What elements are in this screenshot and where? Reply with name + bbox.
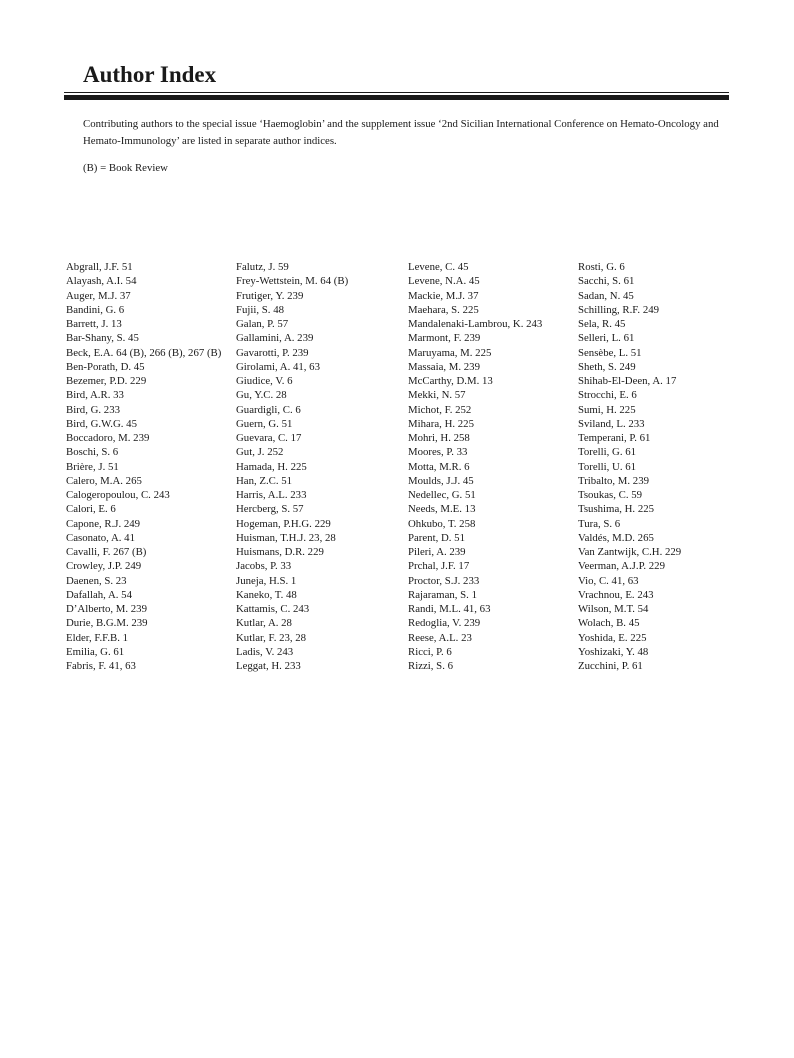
author-entry: Schilling, R.F. 249 bbox=[578, 303, 660, 316]
author-entry: Nedellec, G. 51 bbox=[408, 489, 476, 501]
author-entry: Fabris, F. 41, 63 bbox=[66, 660, 136, 672]
author-entry: Van Zantwijk, C.H. 229 bbox=[578, 546, 682, 558]
author-entry: Tsushima, H. 225 bbox=[578, 503, 655, 516]
author-entry: Sensèbe, L. 51 bbox=[578, 346, 642, 359]
author-column-4 bbox=[578, 260, 753, 673]
author-entry: McCarthy, D.M. 13 bbox=[408, 375, 493, 387]
author-entry: Harris, A.L. 233 bbox=[236, 489, 307, 501]
author-entry: Maruyama, M. 225 bbox=[408, 346, 492, 359]
author-entry: Levene, C. 45 bbox=[408, 261, 469, 273]
author-entry: Sadan, N. 45 bbox=[578, 289, 634, 302]
author-entry: Moulds, J.J. 45 bbox=[408, 474, 474, 487]
author-entry: Massaia, M. 239 bbox=[408, 360, 480, 373]
author-entry: Hamada, H. 225 bbox=[236, 460, 307, 473]
author-entry: Sela, R. 45 bbox=[578, 318, 626, 330]
author-entry: Ricci, P. 6 bbox=[408, 645, 452, 658]
author-entry: Guevara, C. 17 bbox=[236, 432, 302, 444]
author-entry: Wolach, B. 45 bbox=[578, 617, 640, 630]
intro-paragraph: Contributing authors to the special issue ‘Haemoglobin’ and the supplement issue ‘2nd Sicilian International Conference on Hemato-Oncology and Hemato-Immunology’ are listed in separate author indices. bbox=[83, 118, 719, 147]
author-entry: Needs, M.E. 13 bbox=[408, 503, 476, 516]
author-entry: Beck, E.A. 64 (B), 266 (B), 267 (B) bbox=[66, 346, 222, 359]
author-entry: Huisman, T.H.J. 23, 28 bbox=[236, 531, 336, 544]
author-entry: Maehara, S. 225 bbox=[408, 303, 479, 316]
author-entry: Temperani, P. 61 bbox=[578, 432, 651, 444]
author-entry: Sumi, H. 225 bbox=[578, 403, 636, 416]
author-entry: Shihab-El-Deen, A. 17 bbox=[578, 375, 677, 387]
author-entry: Boccadoro, M. 239 bbox=[66, 432, 150, 444]
author-entry: Motta, M.R. 6 bbox=[408, 460, 470, 473]
author-entry: Ben-Porath, D. 45 bbox=[66, 360, 145, 373]
author-entry: Zucchini, P. 61 bbox=[578, 660, 643, 672]
author-entry: Gut, J. 252 bbox=[236, 446, 284, 459]
author-entry: Juneja, H.S. 1 bbox=[236, 574, 297, 587]
author-column-1 bbox=[66, 260, 241, 673]
author-entry: Prchal, J.F. 17 bbox=[408, 560, 470, 573]
author-entry: Tura, S. 6 bbox=[578, 517, 621, 530]
author-entry: Veerman, A.J.P. 229 bbox=[578, 560, 665, 573]
author-entry: Frey-Wettstein, M. 64 (B) bbox=[236, 275, 349, 288]
author-entry: Boschi, S. 6 bbox=[66, 446, 119, 459]
author-entry: Yoshida, E. 225 bbox=[578, 631, 647, 644]
legend-note: (B) = Book Review bbox=[83, 162, 168, 174]
author-entry: Wilson, M.T. 54 bbox=[578, 603, 649, 615]
author-entry: Dafallah, A. 54 bbox=[66, 588, 132, 601]
author-entry: Moores, P. 33 bbox=[408, 446, 468, 459]
author-entry: Pileri, A. 239 bbox=[408, 546, 466, 558]
author-entry: Bandini, G. 6 bbox=[66, 303, 125, 316]
author-entry: Vrachnou, E. 243 bbox=[578, 588, 654, 601]
author-entry: Abgrall, J.F. 51 bbox=[66, 261, 133, 273]
author-entry: D’Alberto, M. 239 bbox=[66, 603, 147, 615]
author-entry: Mohri, H. 258 bbox=[408, 432, 470, 444]
author-entry: Bird, G. 233 bbox=[66, 403, 120, 416]
author-entry: Strocchi, E. 6 bbox=[578, 389, 637, 402]
author-entry: Redoglia, V. 239 bbox=[408, 617, 481, 630]
page-title: Author Index bbox=[83, 62, 217, 87]
author-entry: Fujii, S. 48 bbox=[236, 303, 285, 316]
author-entry: Rosti, G. 6 bbox=[578, 261, 625, 273]
author-entry: Barrett, J. 13 bbox=[66, 318, 122, 330]
author-entry: Mihara, H. 225 bbox=[408, 417, 474, 430]
author-entry: Mandalenaki-Lambrou, K. 243 bbox=[408, 318, 543, 330]
author-entry: Yoshizaki, Y. 48 bbox=[578, 645, 649, 658]
author-entry: Falutz, J. 59 bbox=[236, 261, 289, 273]
author-entry: Galan, P. 57 bbox=[236, 318, 289, 330]
author-entry: Gallamini, A. 239 bbox=[236, 332, 314, 345]
author-entry: Marmont, F. 239 bbox=[408, 332, 481, 345]
author-entry: Bird, G.W.G. 45 bbox=[66, 417, 137, 430]
author-entry: Gavarotti, P. 239 bbox=[236, 346, 309, 359]
author-column-2 bbox=[236, 260, 411, 673]
author-entry: Guardigli, C. 6 bbox=[236, 403, 301, 416]
author-entry: Rizzi, S. 6 bbox=[408, 660, 453, 672]
author-entry: Calori, E. 6 bbox=[66, 503, 116, 516]
author-entry: Sviland, L. 233 bbox=[578, 417, 645, 430]
author-entry: Torelli, G. 61 bbox=[578, 446, 637, 459]
author-entry: Capone, R.J. 249 bbox=[66, 517, 141, 530]
author-entry: Tsoukas, C. 59 bbox=[578, 489, 643, 501]
author-entry: Mekki, N. 57 bbox=[408, 389, 466, 402]
author-entry: Calero, M.A. 265 bbox=[66, 474, 142, 487]
author-entry: Kutlar, F. 23, 28 bbox=[236, 631, 307, 644]
author-entry: Parent, D. 51 bbox=[408, 531, 465, 544]
author-entry: Cavalli, F. 267 (B) bbox=[66, 546, 147, 558]
author-entry: Gu, Y.C. 28 bbox=[236, 389, 287, 402]
author-entry: Ohkubo, T. 258 bbox=[408, 517, 476, 530]
author-entry: Proctor, S.J. 233 bbox=[408, 574, 480, 587]
author-entry: Girolami, A. 41, 63 bbox=[236, 360, 320, 373]
author-entry: Levene, N.A. 45 bbox=[408, 275, 480, 288]
author-entry: Rajaraman, S. 1 bbox=[408, 588, 477, 601]
author-entry: Kaneko, T. 48 bbox=[236, 588, 297, 601]
author-entry: Selleri, L. 61 bbox=[578, 332, 635, 345]
author-entry: Valdés, M.D. 265 bbox=[578, 531, 654, 544]
author-entry: Vio, C. 41, 63 bbox=[578, 574, 639, 587]
author-entry: Ladis, V. 243 bbox=[236, 645, 294, 658]
author-entry: Emilia, G. 61 bbox=[66, 645, 125, 658]
author-entry: Elder, F.F.B. 1 bbox=[66, 631, 129, 644]
author-entry: Alayash, A.I. 54 bbox=[66, 275, 137, 288]
author-entry: Durie, B.G.M. 239 bbox=[66, 617, 148, 630]
author-entry: Bar-Shany, S. 45 bbox=[66, 332, 139, 345]
title-rule-thick bbox=[64, 95, 729, 100]
author-entry: Casonato, A. 41 bbox=[66, 531, 135, 544]
author-entry: Bird, A.R. 33 bbox=[66, 389, 124, 402]
author-column-3 bbox=[408, 260, 583, 673]
author-entry: Calogeropoulou, C. 243 bbox=[66, 489, 170, 501]
author-entry: Kattamis, C. 243 bbox=[236, 603, 310, 615]
author-entry: Giudice, V. 6 bbox=[236, 375, 293, 387]
author-entry: Hercberg, S. 57 bbox=[236, 503, 304, 516]
author-entry: Sheth, S. 249 bbox=[578, 360, 636, 373]
author-entry: Huismans, D.R. 229 bbox=[236, 546, 324, 558]
author-entry: Randi, M.L. 41, 63 bbox=[408, 603, 491, 615]
author-entry: Crowley, J.P. 249 bbox=[66, 560, 142, 573]
author-entry: Leggat, H. 233 bbox=[236, 660, 301, 672]
author-entry: Hogeman, P.H.G. 229 bbox=[236, 517, 331, 530]
author-entry: Daenen, S. 23 bbox=[66, 574, 127, 587]
author-entry: Sacchi, S. 61 bbox=[578, 275, 635, 288]
author-entry: Mackie, M.J. 37 bbox=[408, 289, 479, 302]
author-entry: Auger, M.J. 37 bbox=[66, 289, 131, 302]
author-entry: Michot, F. 252 bbox=[408, 403, 472, 416]
title-rule-thin bbox=[64, 92, 729, 93]
author-entry: Guern, G. 51 bbox=[236, 417, 293, 430]
author-entry: Han, Z.C. 51 bbox=[236, 474, 293, 487]
author-entry: Reese, A.L. 23 bbox=[408, 631, 472, 644]
author-entry: Kutlar, A. 28 bbox=[236, 617, 292, 630]
author-entry: Bezemer, P.D. 229 bbox=[66, 375, 147, 387]
author-entry: Jacobs, P. 33 bbox=[236, 560, 292, 573]
author-entry: Frutiger, Y. 239 bbox=[236, 289, 304, 302]
author-entry: Tribalto, M. 239 bbox=[578, 474, 649, 487]
author-entry: Torelli, U. 61 bbox=[578, 460, 637, 473]
author-entry: Brière, J. 51 bbox=[66, 460, 119, 473]
